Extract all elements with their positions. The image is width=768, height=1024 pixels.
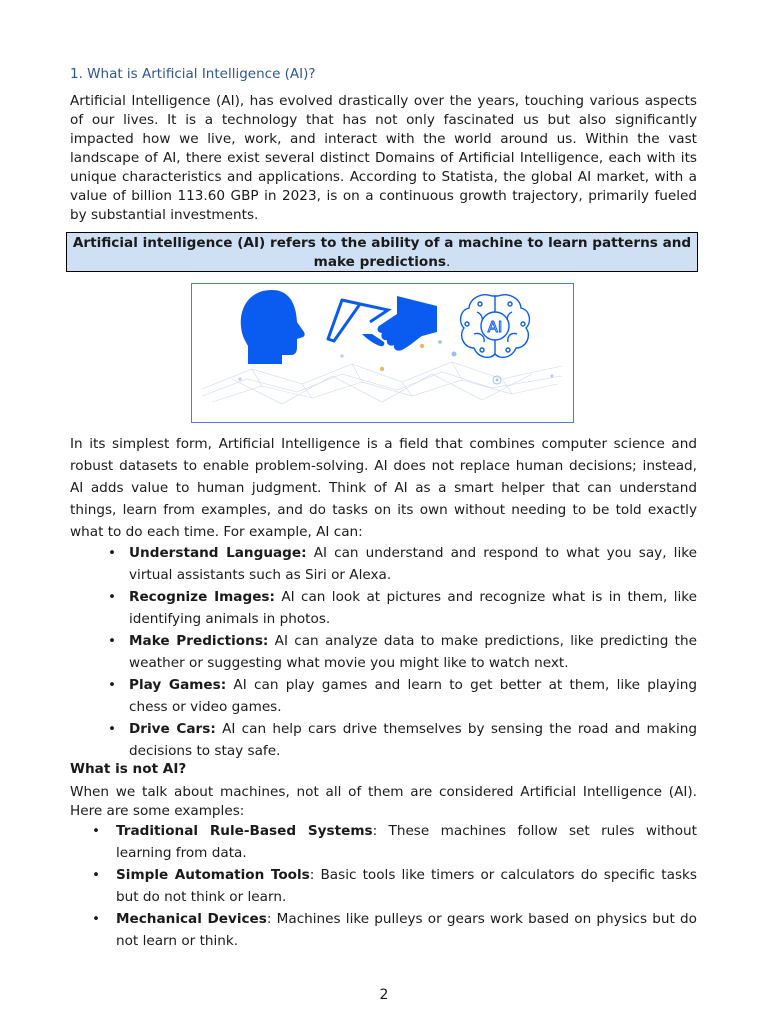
item-text: : Machines like pulleys or gears work based on physics but do not learn or think.: [116, 911, 697, 949]
section-heading: 1. What is Artificial Intelligence (AI)?: [70, 66, 316, 82]
item-title: Traditional Rule-Based Systems: [116, 823, 373, 839]
bullet: •: [92, 823, 101, 839]
item-title: Mechanical Devices: [116, 911, 267, 927]
item-text: AI can analyze data to make predictions, like predicting the weather or suggesting what movie you might like to watch next.: [129, 633, 697, 671]
item-title: Recognize Images:: [129, 589, 275, 605]
handshake-icon: [328, 296, 437, 351]
bullet: •: [108, 545, 117, 561]
list-item: [92, 864, 697, 908]
bullet: •: [92, 911, 101, 927]
item-title: Make Predictions:: [129, 633, 269, 649]
not-ai-heading: What is not AI?: [70, 761, 187, 777]
list-item: [92, 908, 697, 952]
ai-illustration: [191, 283, 574, 423]
item-text: AI can understand and respond to what you say, like virtual assistants such as Siri or Alexa.: [129, 545, 697, 583]
list-item: [108, 630, 697, 674]
item-title: Understand Language:: [129, 545, 307, 561]
bullet: •: [92, 867, 101, 883]
page-number: 2: [379, 987, 389, 1003]
not-ai-paragraph: When we talk about machines, not all of them are considered Artificial Intelligence (AI). Here are some examples:: [70, 784, 697, 819]
item-text: AI can help cars drive themselves by sensing the road and making decisions to stay safe.: [129, 721, 697, 759]
bullet: •: [108, 633, 117, 649]
item-text: AI can play games and learn to get better at them, like playing chess or video games.: [129, 677, 697, 715]
item-text: : Basic tools like timers or calculators do specific tasks but do not think or learn.: [116, 867, 697, 905]
list-item: [108, 674, 697, 718]
item-title: Play Games:: [129, 677, 227, 693]
list-item: [108, 542, 697, 586]
callout-text: Artificial intelligence (AI) refers to the ability of a machine to learn patterns and make predictions: [72, 235, 692, 270]
definition-callout: [66, 232, 698, 272]
item-text: : These machines follow set rules without learning from data.: [116, 823, 697, 861]
bullet: •: [108, 677, 117, 693]
item-title: Simple Automation Tools: [116, 867, 310, 883]
brain-label: AI: [487, 318, 503, 336]
item-title: Drive Cars:: [129, 721, 216, 737]
simplest-form-paragraph: In its simplest form, Artificial Intelligence is a field that combines computer science and robust datasets to enable problem-solving. AI does not replace human decisions; instead, AI adds value to human judgment. Think of AI as a smart helper that can understand things, learn from examples, and do tasks on its own without needing to be told exactly what to do each time. For example, AI can:: [70, 436, 697, 540]
intro-paragraph: Artificial Intelligence (AI), has evolved drastically over the years, touching various aspects of our lives. It is a technology that has not only fascinated us but also significantly impacted how we live, work, and interact with the world around us. Within the vast landscape of AI, there exist several distinct Domains of Artificial Intelligence, each with its unique characteristics and applications. According to Statista, the global AI market, with a value of billion 113.60 GBP in 2023, is on a continuous growth trajectory, primarily fueled by substantial investments.: [70, 93, 697, 223]
bullet: •: [108, 589, 117, 605]
list-item: [108, 718, 697, 762]
ai-illustration-graphic: [192, 284, 573, 422]
bullet: •: [108, 721, 117, 737]
item-text: AI can look at pictures and recognize what is in them, like identifying animals in photos.: [129, 589, 698, 627]
not-ai-list: [92, 820, 697, 952]
capabilities-list: [108, 542, 697, 762]
callout-tail: .: [446, 254, 451, 270]
list-item: [92, 820, 697, 864]
human-head-icon: [241, 290, 305, 364]
list-item: [108, 586, 697, 630]
